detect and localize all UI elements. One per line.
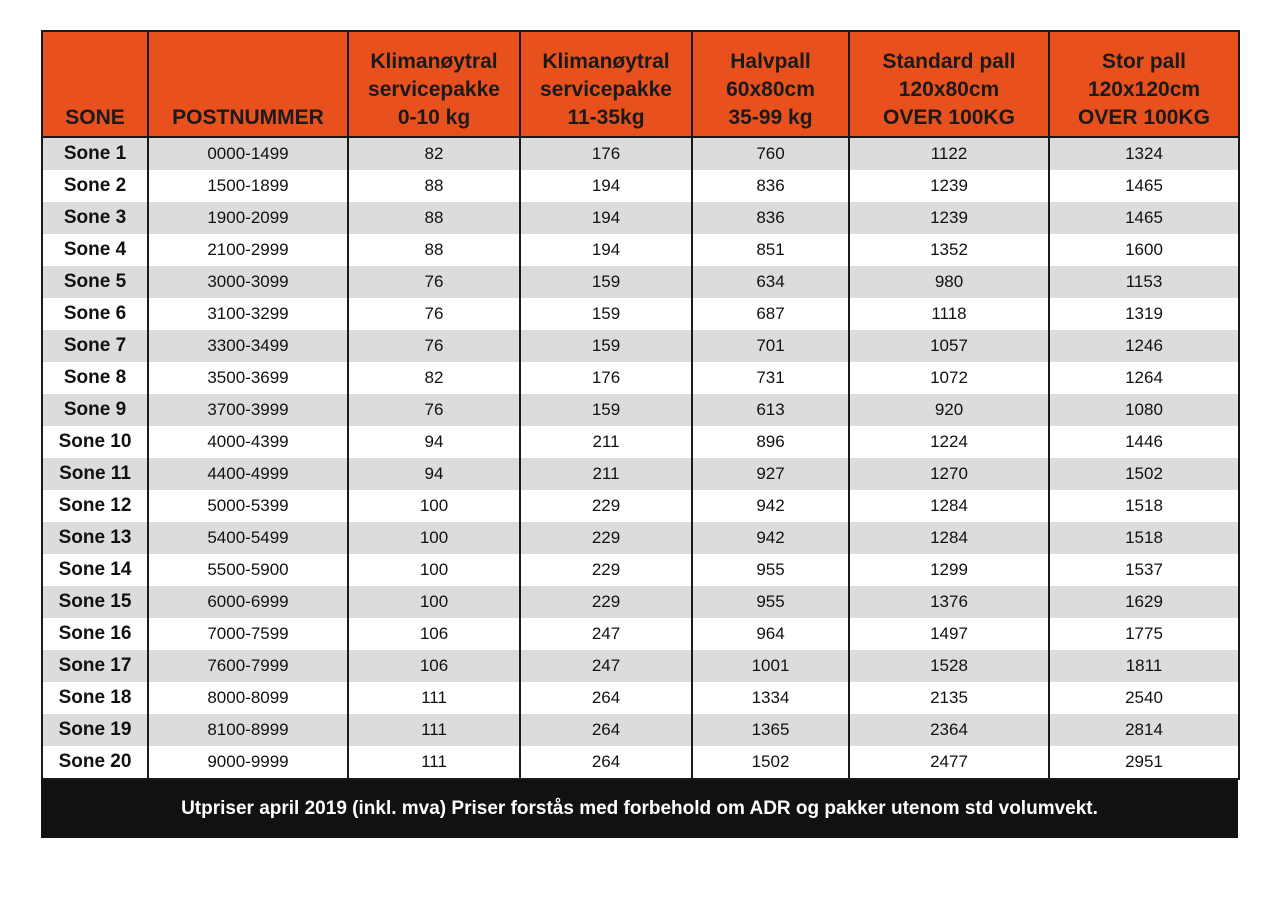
stor-pall-cell: 1153 — [1049, 266, 1239, 298]
klimanoytral-11-35-cell: 159 — [520, 266, 692, 298]
price-table — [41, 30, 1240, 780]
klimanoytral-0-10-cell: 106 — [348, 618, 520, 650]
klimanoytral-11-35-cell: 247 — [520, 650, 692, 682]
halvpall-cell: 896 — [692, 426, 849, 458]
table-row — [42, 137, 1239, 170]
table-row — [42, 458, 1239, 490]
klimanoytral-0-10-cell: 106 — [348, 650, 520, 682]
klimanoytral-11-35-cell: 211 — [520, 458, 692, 490]
zone-cell: Sone 10 — [42, 426, 148, 458]
postnummer-cell: 5500-5900 — [148, 554, 348, 586]
stor-pall-cell: 1264 — [1049, 362, 1239, 394]
stor-pall-cell: 1080 — [1049, 394, 1239, 426]
halvpall-cell: 687 — [692, 298, 849, 330]
header-standard-pall — [849, 31, 1049, 137]
postnummer-cell: 8100-8999 — [148, 714, 348, 746]
halvpall-cell: 701 — [692, 330, 849, 362]
klimanoytral-0-10-cell: 88 — [348, 170, 520, 202]
header-line: Klimanøytral — [370, 50, 498, 73]
header-line: 11-35kg — [567, 106, 645, 129]
klimanoytral-11-35-cell: 247 — [520, 618, 692, 650]
standard-pall-cell: 1284 — [849, 490, 1049, 522]
postnummer-cell: 6000-6999 — [148, 586, 348, 618]
klimanoytral-0-10-cell: 111 — [348, 746, 520, 779]
header-line: Standard pall — [882, 50, 1016, 73]
table-row — [42, 746, 1239, 779]
standard-pall-cell: 1299 — [849, 554, 1049, 586]
stor-pall-cell: 1502 — [1049, 458, 1239, 490]
stor-pall-cell: 1465 — [1049, 170, 1239, 202]
zone-cell: Sone 8 — [42, 362, 148, 394]
stor-pall-cell: 1537 — [1049, 554, 1239, 586]
zone-cell: Sone 15 — [42, 586, 148, 618]
postnummer-cell: 3300-3499 — [148, 330, 348, 362]
postnummer-cell: 0000-1499 — [148, 137, 348, 170]
halvpall-cell: 927 — [692, 458, 849, 490]
halvpall-cell: 634 — [692, 266, 849, 298]
header-line: servicepakke — [540, 78, 672, 101]
price-table-header — [42, 31, 1239, 137]
header-line: 0-10 kg — [397, 106, 471, 129]
zone-cell: Sone 13 — [42, 522, 148, 554]
standard-pall-cell: 1352 — [849, 234, 1049, 266]
stor-pall-cell: 1324 — [1049, 137, 1239, 170]
klimanoytral-11-35-cell: 176 — [520, 137, 692, 170]
standard-pall-cell: 1376 — [849, 586, 1049, 618]
standard-pall-cell: 980 — [849, 266, 1049, 298]
table-row — [42, 714, 1239, 746]
header-line: OVER 100KG — [1078, 106, 1210, 129]
table-row — [42, 618, 1239, 650]
postnummer-cell: 4400-4999 — [148, 458, 348, 490]
table-row — [42, 298, 1239, 330]
klimanoytral-11-35-cell: 229 — [520, 522, 692, 554]
klimanoytral-11-35-cell: 264 — [520, 682, 692, 714]
zone-cell: Sone 5 — [42, 266, 148, 298]
postnummer-cell: 4000-4399 — [148, 426, 348, 458]
klimanoytral-0-10-cell: 88 — [348, 234, 520, 266]
table-row — [42, 394, 1239, 426]
postnummer-cell: 3500-3699 — [148, 362, 348, 394]
standard-pall-cell: 1284 — [849, 522, 1049, 554]
header-line: 60x80cm — [726, 78, 815, 101]
klimanoytral-11-35-cell: 229 — [520, 554, 692, 586]
table-row — [42, 426, 1239, 458]
klimanoytral-0-10-cell: 76 — [348, 298, 520, 330]
table-row — [42, 682, 1239, 714]
footer-note: Utpriser april 2019 (inkl. mva) Priser forstås med forbehold om ADR og pakker utenom std volumvekt. — [41, 780, 1238, 838]
klimanoytral-0-10-cell: 100 — [348, 522, 520, 554]
zone-cell: Sone 19 — [42, 714, 148, 746]
klimanoytral-0-10-cell: 94 — [348, 426, 520, 458]
zone-cell: Sone 16 — [42, 618, 148, 650]
standard-pall-cell: 1528 — [849, 650, 1049, 682]
table-row — [42, 362, 1239, 394]
zone-cell: Sone 20 — [42, 746, 148, 779]
price-table-body — [42, 137, 1239, 779]
price-table-container — [41, 30, 1238, 838]
klimanoytral-0-10-cell: 76 — [348, 266, 520, 298]
klimanoytral-11-35-cell: 159 — [520, 394, 692, 426]
header-line: OVER 100KG — [883, 106, 1015, 129]
zone-cell: Sone 6 — [42, 298, 148, 330]
table-row — [42, 330, 1239, 362]
stor-pall-cell: 2951 — [1049, 746, 1239, 779]
postnummer-cell: 3000-3099 — [148, 266, 348, 298]
header-halvpall — [692, 31, 849, 137]
standard-pall-cell: 1057 — [849, 330, 1049, 362]
table-row — [42, 650, 1239, 682]
halvpall-cell: 851 — [692, 234, 849, 266]
zone-cell: Sone 1 — [42, 137, 148, 170]
klimanoytral-0-10-cell: 111 — [348, 682, 520, 714]
halvpall-cell: 964 — [692, 618, 849, 650]
klimanoytral-0-10-cell: 94 — [348, 458, 520, 490]
zone-cell: Sone 7 — [42, 330, 148, 362]
table-row — [42, 234, 1239, 266]
klimanoytral-0-10-cell: 111 — [348, 714, 520, 746]
postnummer-cell: 3100-3299 — [148, 298, 348, 330]
zone-cell: Sone 3 — [42, 202, 148, 234]
halvpall-cell: 1001 — [692, 650, 849, 682]
klimanoytral-11-35-cell: 159 — [520, 298, 692, 330]
zone-cell: Sone 14 — [42, 554, 148, 586]
header-line: servicepakke — [368, 78, 500, 101]
zone-cell: Sone 2 — [42, 170, 148, 202]
header-line: Halvpall — [730, 50, 811, 73]
header-klimanoytral-11-35 — [520, 31, 692, 137]
header-line: Stor pall — [1101, 50, 1186, 73]
header-line: POSTNUMMER — [172, 106, 324, 129]
standard-pall-cell: 1224 — [849, 426, 1049, 458]
stor-pall-cell: 1811 — [1049, 650, 1239, 682]
postnummer-cell: 7000-7599 — [148, 618, 348, 650]
table-row — [42, 522, 1239, 554]
zone-cell: Sone 17 — [42, 650, 148, 682]
klimanoytral-0-10-cell: 76 — [348, 394, 520, 426]
table-row — [42, 202, 1239, 234]
header-line: SONE — [65, 106, 125, 129]
klimanoytral-11-35-cell: 229 — [520, 490, 692, 522]
header-row — [42, 31, 1239, 137]
klimanoytral-11-35-cell: 229 — [520, 586, 692, 618]
table-row — [42, 170, 1239, 202]
halvpall-cell: 613 — [692, 394, 849, 426]
zone-cell: Sone 18 — [42, 682, 148, 714]
header-line: 120x120cm — [1087, 78, 1201, 101]
stor-pall-cell: 2814 — [1049, 714, 1239, 746]
zone-cell: Sone 4 — [42, 234, 148, 266]
table-row — [42, 586, 1239, 618]
zone-cell: Sone 12 — [42, 490, 148, 522]
klimanoytral-0-10-cell: 82 — [348, 137, 520, 170]
header-stor-pall — [1049, 31, 1239, 137]
header-line: Klimanøytral — [542, 50, 670, 73]
standard-pall-cell: 2364 — [849, 714, 1049, 746]
stor-pall-cell: 2540 — [1049, 682, 1239, 714]
klimanoytral-0-10-cell: 100 — [348, 554, 520, 586]
klimanoytral-0-10-cell: 88 — [348, 202, 520, 234]
klimanoytral-11-35-cell: 194 — [520, 234, 692, 266]
postnummer-cell: 9000-9999 — [148, 746, 348, 779]
stor-pall-cell: 1629 — [1049, 586, 1239, 618]
header-klimanoytral-0-10 — [348, 31, 520, 137]
stor-pall-cell: 1319 — [1049, 298, 1239, 330]
halvpall-cell: 955 — [692, 586, 849, 618]
klimanoytral-11-35-cell: 159 — [520, 330, 692, 362]
halvpall-cell: 1365 — [692, 714, 849, 746]
stor-pall-cell: 1446 — [1049, 426, 1239, 458]
klimanoytral-0-10-cell: 100 — [348, 490, 520, 522]
klimanoytral-0-10-cell: 82 — [348, 362, 520, 394]
postnummer-cell: 2100-2999 — [148, 234, 348, 266]
halvpall-cell: 731 — [692, 362, 849, 394]
standard-pall-cell: 1072 — [849, 362, 1049, 394]
header-line: 120x80cm — [898, 78, 1000, 101]
klimanoytral-0-10-cell: 76 — [348, 330, 520, 362]
stor-pall-cell: 1600 — [1049, 234, 1239, 266]
standard-pall-cell: 1497 — [849, 618, 1049, 650]
klimanoytral-11-35-cell: 264 — [520, 746, 692, 779]
header-line: 35-99 kg — [728, 106, 813, 129]
standard-pall-cell: 1270 — [849, 458, 1049, 490]
postnummer-cell: 5000-5399 — [148, 490, 348, 522]
postnummer-cell: 1900-2099 — [148, 202, 348, 234]
standard-pall-cell: 2477 — [849, 746, 1049, 779]
stor-pall-cell: 1518 — [1049, 522, 1239, 554]
halvpall-cell: 836 — [692, 202, 849, 234]
standard-pall-cell: 2135 — [849, 682, 1049, 714]
table-row — [42, 490, 1239, 522]
standard-pall-cell: 1239 — [849, 202, 1049, 234]
halvpall-cell: 1334 — [692, 682, 849, 714]
header-postnummer — [148, 31, 348, 137]
halvpall-cell: 942 — [692, 490, 849, 522]
halvpall-cell: 942 — [692, 522, 849, 554]
stor-pall-cell: 1465 — [1049, 202, 1239, 234]
zone-cell: Sone 9 — [42, 394, 148, 426]
stor-pall-cell: 1518 — [1049, 490, 1239, 522]
postnummer-cell: 5400-5499 — [148, 522, 348, 554]
klimanoytral-11-35-cell: 194 — [520, 202, 692, 234]
standard-pall-cell: 1239 — [849, 170, 1049, 202]
table-row — [42, 266, 1239, 298]
klimanoytral-0-10-cell: 100 — [348, 586, 520, 618]
standard-pall-cell: 920 — [849, 394, 1049, 426]
stor-pall-cell: 1775 — [1049, 618, 1239, 650]
halvpall-cell: 836 — [692, 170, 849, 202]
standard-pall-cell: 1118 — [849, 298, 1049, 330]
halvpall-cell: 955 — [692, 554, 849, 586]
klimanoytral-11-35-cell: 264 — [520, 714, 692, 746]
halvpall-cell: 760 — [692, 137, 849, 170]
postnummer-cell: 7600-7999 — [148, 650, 348, 682]
postnummer-cell: 3700-3999 — [148, 394, 348, 426]
table-row — [42, 554, 1239, 586]
zone-cell: Sone 11 — [42, 458, 148, 490]
klimanoytral-11-35-cell: 194 — [520, 170, 692, 202]
postnummer-cell: 8000-8099 — [148, 682, 348, 714]
klimanoytral-11-35-cell: 211 — [520, 426, 692, 458]
header-sone — [42, 31, 148, 137]
standard-pall-cell: 1122 — [849, 137, 1049, 170]
halvpall-cell: 1502 — [692, 746, 849, 779]
postnummer-cell: 1500-1899 — [148, 170, 348, 202]
klimanoytral-11-35-cell: 176 — [520, 362, 692, 394]
stor-pall-cell: 1246 — [1049, 330, 1239, 362]
